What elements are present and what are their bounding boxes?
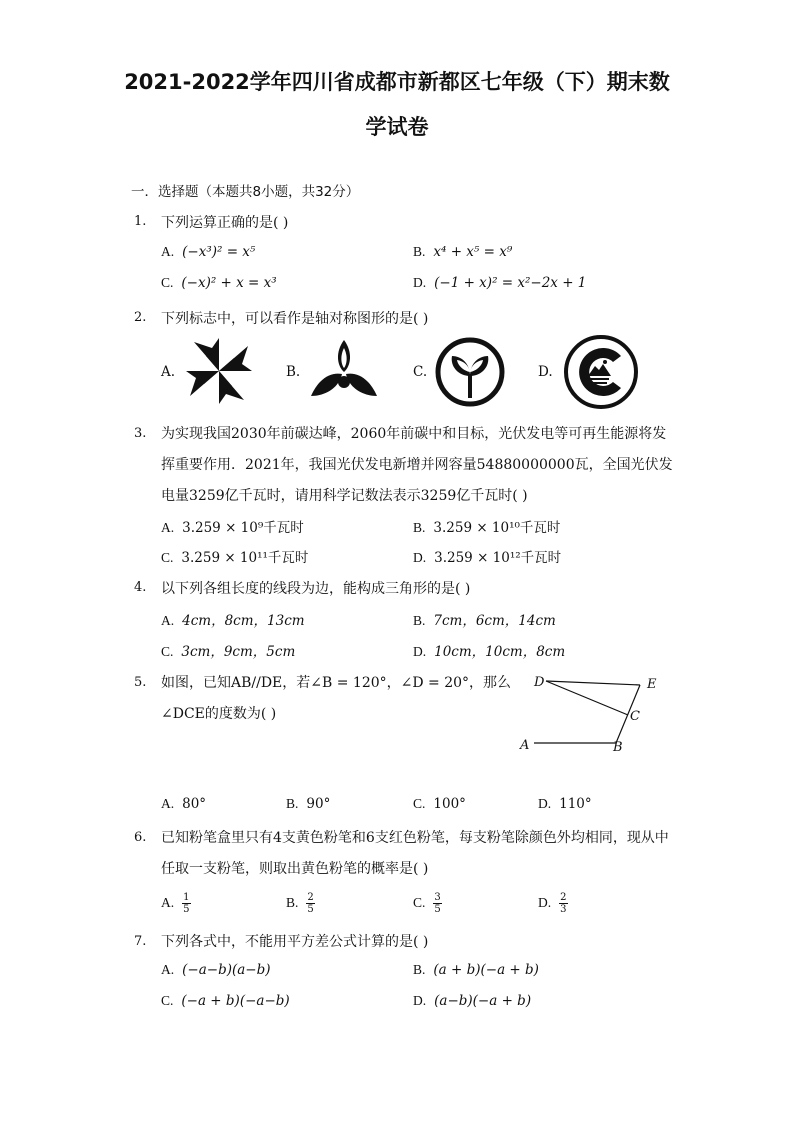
pinwheel-star-logo-icon[interactable] [184, 336, 254, 406]
q7-b-label: B. [413, 962, 426, 977]
q7-option-d[interactable] [413, 993, 531, 1009]
q6-b-fraction [306, 892, 314, 915]
q5-line2: ∠DCE的度数为( ) [161, 706, 277, 722]
q1-a-text: (−x³)² = x⁵ [182, 244, 256, 260]
q4-option-a[interactable] [161, 609, 305, 629]
q3-option-c[interactable] [161, 546, 308, 566]
q6-d-label: D. [538, 895, 552, 910]
q1-stem: 下列运算正确的是( ) [161, 215, 289, 231]
q6-number: 6. [134, 830, 147, 845]
q1-option-a[interactable] [161, 244, 255, 260]
q5-b-text: 90° [306, 796, 331, 812]
q7-number: 7. [134, 934, 147, 949]
q3-option-d[interactable] [413, 546, 561, 566]
q5-a-text: 80° [182, 796, 207, 812]
q7-d-text: (a−b)(−a + b) [434, 993, 532, 1009]
q7-d-label: D. [413, 993, 427, 1008]
q1-b-text: x⁴ + x⁵ = x⁹ [433, 244, 513, 260]
three-petal-logo-icon[interactable] [309, 336, 379, 406]
q4-stem: 以下列各组长度的线段为边，能构成三角形的是( ) [161, 581, 471, 597]
q6-d-fraction [559, 892, 567, 915]
q4-a-text: 4cm，8cm，13cm [182, 613, 305, 629]
q6-b-label: B. [286, 895, 299, 910]
q5-b-label: B. [286, 796, 299, 811]
page-title-line2: 学试卷 [365, 115, 429, 139]
q7-option-b[interactable] [413, 962, 539, 978]
q3-b-label: B. [413, 520, 426, 535]
q5-option-a[interactable] [161, 796, 206, 812]
page-title-line1: 2021-2022学年四川省成都市新都区七年级（下）期末数 [124, 70, 670, 94]
q1-number: 1. [134, 214, 147, 229]
q6-c-denominator: 5 [434, 904, 441, 915]
point-C-label: C [630, 709, 640, 724]
mountain-c-logo-icon[interactable] [563, 334, 639, 410]
q7-option-c[interactable] [161, 993, 290, 1009]
q2-c-label: C. [413, 364, 428, 380]
q1-option-d[interactable] [413, 275, 586, 291]
q7-c-text: (−a + b)(−a−b) [181, 993, 290, 1009]
q3-option-b[interactable] [413, 516, 560, 536]
q4-d-text: 10cm，10cm，8cm [434, 644, 566, 660]
q6-option-c[interactable] [413, 892, 442, 915]
q4-b-text: 7cm，6cm，14cm [433, 613, 556, 629]
q5-line1: 如图，已知AB//DE，若∠B = 120°，∠D = 20°，那么 [161, 675, 512, 691]
q1-b-label: B. [413, 244, 426, 259]
q6-a-label: A. [161, 895, 175, 910]
q1-a-label: A. [161, 244, 175, 259]
q6-option-a[interactable] [161, 892, 191, 915]
q1-d-label: D. [413, 275, 427, 290]
q7-a-text: (−a−b)(a−b) [182, 962, 271, 978]
q3-c-label: C. [161, 550, 174, 565]
q6-c-fraction [433, 892, 441, 915]
q2-a-label: A. [161, 364, 176, 380]
q5-option-d[interactable] [538, 796, 592, 812]
q7-c-label: C. [161, 993, 174, 1008]
q6-c-numerator: 3 [434, 892, 441, 903]
q7-stem: 下列各式中，不能用平方差公式计算的是( ) [161, 934, 429, 950]
q4-option-b[interactable] [413, 609, 556, 629]
segment-DC [546, 681, 628, 715]
q3-line2: 挥重要作用．2021年，我国光伏发电新增并网容量54880000000瓦，全国光伏发 [161, 457, 673, 473]
q4-d-label: D. [413, 644, 427, 659]
q3-d-label: D. [413, 550, 427, 565]
q4-a-label: A. [161, 613, 175, 628]
segment-DE [546, 681, 640, 685]
q4-b-label: B. [413, 613, 426, 628]
q1-option-b[interactable] [413, 244, 512, 260]
q3-option-a[interactable] [161, 516, 304, 536]
q5-option-b[interactable] [286, 796, 330, 812]
q1-d-text: (−1 + x)² = x²−2x + 1 [434, 275, 587, 291]
q4-c-label: C. [161, 644, 174, 659]
q5-option-c[interactable] [413, 796, 466, 812]
q7-option-a[interactable] [161, 962, 271, 978]
q3-b-text: 3.259 × 10¹⁰千瓦时 [433, 520, 561, 536]
point-B-label: B [613, 740, 623, 755]
section-heading: 一．选择题（本题共8小题，共32分） [131, 184, 360, 200]
q4-number: 4. [134, 580, 147, 595]
geometry-figure [514, 668, 664, 758]
q5-d-label: D. [538, 796, 552, 811]
q4-option-d[interactable] [413, 640, 565, 660]
q6-d-denominator: 3 [560, 904, 567, 915]
q1-c-label: C. [161, 275, 174, 290]
q5-c-text: 100° [433, 796, 466, 812]
q6-line2: 任取一支粉笔，则取出黄色粉笔的概率是( ) [161, 861, 429, 877]
q6-line1: 已知粉笔盒里只有4支黄色粉笔和6支红色粉笔，每支粉笔除颜色外均相同，现从中 [161, 830, 669, 846]
q4-c-text: 3cm，9cm，5cm [181, 644, 296, 660]
q3-line3: 电量3259亿千瓦时，请用科学记数法表示3259亿千瓦时( ) [161, 488, 528, 504]
q6-option-b[interactable] [286, 892, 315, 915]
q6-a-numerator: 1 [183, 892, 190, 903]
q3-c-text: 3.259 × 10¹¹千瓦时 [181, 550, 309, 566]
q3-a-label: A. [161, 520, 175, 535]
q3-d-text: 3.259 × 10¹²千瓦时 [434, 550, 562, 566]
q5-c-label: C. [413, 796, 426, 811]
q7-a-label: A. [161, 962, 175, 977]
q7-b-text: (a + b)(−a + b) [433, 962, 539, 978]
q6-b-denominator: 5 [307, 904, 314, 915]
q5-d-text: 110° [559, 796, 592, 812]
q6-a-denominator: 5 [183, 904, 190, 915]
q3-line1: 为实现我国2030年前碳达峰，2060年前碳中和目标，光伏发电等可再生能源将发 [161, 426, 667, 442]
q6-a-fraction [182, 892, 190, 915]
q3-number: 3. [134, 426, 147, 441]
q6-d-numerator: 2 [560, 892, 567, 903]
point-D-label: D [534, 675, 545, 690]
point-E-label: E [647, 677, 657, 692]
q3-a-text: 3.259 × 10⁹千瓦时 [182, 520, 304, 536]
q2-number: 2. [134, 310, 147, 325]
q5-number: 5. [134, 675, 147, 690]
q2-b-label: B. [286, 364, 301, 380]
q6-option-d[interactable] [538, 892, 568, 915]
q1-c-text: (−x)² + x = x³ [181, 275, 277, 291]
q1-option-c[interactable] [161, 275, 277, 291]
q5-a-label: A. [161, 796, 175, 811]
q6-b-numerator: 2 [307, 892, 314, 903]
q2-d-label: D. [538, 364, 553, 380]
circle-leaf-logo-icon[interactable] [434, 336, 506, 408]
q2-stem: 下列标志中，可以看作是轴对称图形的是( ) [161, 311, 429, 327]
q4-option-c[interactable] [161, 640, 295, 660]
point-A-label: A [520, 738, 530, 753]
q6-c-label: C. [413, 895, 426, 910]
